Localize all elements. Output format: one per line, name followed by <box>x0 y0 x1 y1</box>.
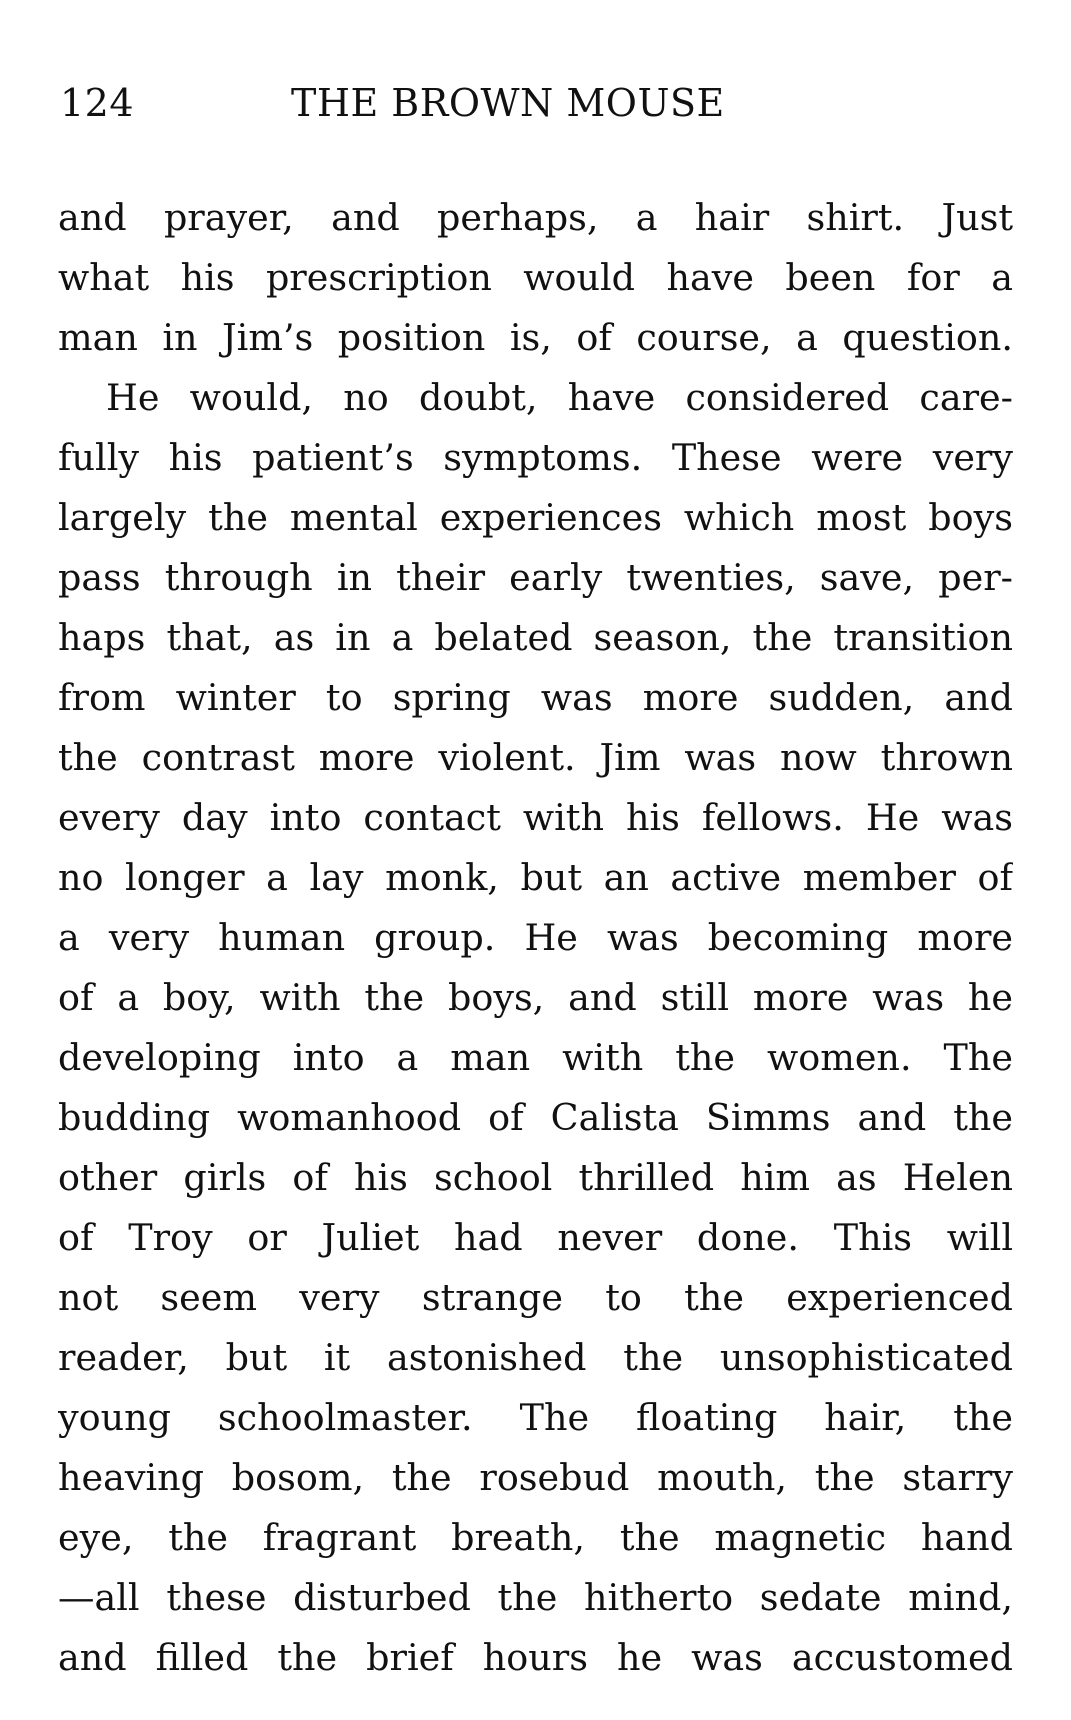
text-line: of Troy or Juliet had never done. This will <box>58 1216 1013 1259</box>
text-line: every day into contact with his fellows. He was <box>58 796 1013 839</box>
body-text <box>58 188 1013 1688</box>
text-line: eye, the fragrant breath, the magnetic hand <box>58 1516 1013 1559</box>
text-line: fully his patient’s symptoms. These were very <box>58 436 1013 479</box>
text-line: heaving bosom, the rosebud mouth, the starry <box>58 1456 1013 1499</box>
text-line: developing into a man with the women. The <box>58 1036 1013 1079</box>
text-line: haps that, as in a belated season, the transition <box>58 616 1013 659</box>
text-line: a very human group. He was becoming more <box>58 916 1013 959</box>
page-header <box>60 78 1020 128</box>
page-number: 124 <box>60 81 135 125</box>
text-line: and filled the brief hours he was accustomed <box>58 1636 1013 1679</box>
text-line: the contrast more violent. Jim was now thrown <box>58 736 1013 779</box>
text-line: man in Jim’s position is, of course, a question. <box>58 316 1013 359</box>
text-line: no longer a lay monk, but an active member of <box>58 856 1013 899</box>
text-line: reader, but it astonished the unsophisticated <box>58 1336 1013 1379</box>
text-line: from winter to spring was more sudden, and <box>58 676 1013 719</box>
text-line: other girls of his school thrilled him as Helen <box>58 1156 1013 1199</box>
text-line: budding womanhood of Calista Simms and the <box>58 1096 1013 1139</box>
running-title: THE BROWN MOUSE <box>291 81 725 125</box>
paragraph-start-line: He would, no doubt, have considered care- <box>106 376 1013 419</box>
text-line: pass through in their early twenties, save, per- <box>58 556 1013 599</box>
text-line: what his prescription would have been for a <box>58 256 1013 299</box>
text-line: and prayer, and perhaps, a hair shirt. Just <box>58 196 1013 239</box>
text-line: of a boy, with the boys, and still more was he <box>58 976 1013 1019</box>
text-line: not seem very strange to the experienced <box>58 1276 1013 1319</box>
text-line: —all these disturbed the hitherto sedate mind, <box>58 1576 1013 1619</box>
text-line: young schoolmaster. The floating hair, the <box>58 1396 1013 1439</box>
text-line: largely the mental experiences which most boys <box>58 496 1013 539</box>
